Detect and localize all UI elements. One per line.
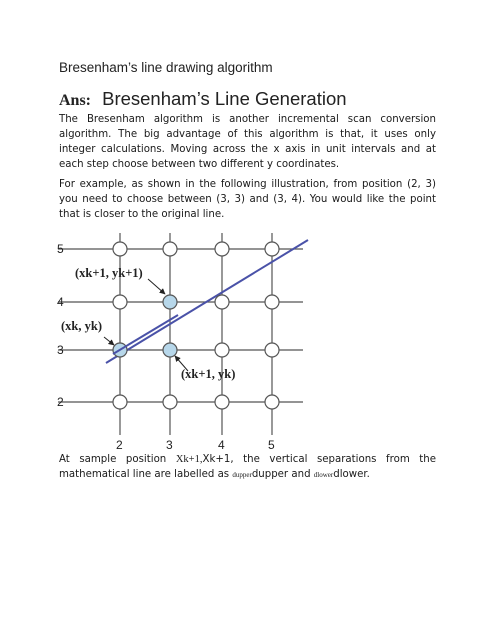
p3-text-c: Xk+1, the vertical separations from the mathematical line are labelled as: [59, 454, 437, 480]
document-title: Bresenham’s line drawing algorithm: [59, 60, 273, 75]
grid-point: [265, 295, 279, 309]
p3-d-upper-serif: dupper: [232, 471, 252, 479]
y-tick-3: 3: [57, 343, 64, 357]
y-tick-2: 2: [57, 395, 64, 409]
bresenham-grid-diagram: [58, 233, 318, 453]
grid-point: [163, 242, 177, 256]
label-current-point: (xk, yk): [61, 319, 102, 333]
p3-text-a: At sample position: [59, 454, 176, 465]
grid-point: [113, 395, 127, 409]
answer-heading: Bresenham’s Line Generation: [102, 88, 347, 109]
p3-text-g: dlower.: [333, 469, 370, 480]
arrow-current: [104, 337, 114, 345]
arrow-upper: [148, 279, 165, 294]
paragraph-separations: [59, 452, 436, 483]
label-upper-point: (xk+1, yk+1): [75, 266, 143, 280]
y-tick-4: 4: [57, 295, 64, 309]
grid-point: [215, 343, 229, 357]
grid-point: [265, 343, 279, 357]
x-tick-3: 3: [166, 438, 173, 452]
answer-label: Ans:: [59, 92, 92, 109]
grid-point: [265, 242, 279, 256]
grid-point: [215, 295, 229, 309]
x-tick-5: 5: [268, 438, 275, 452]
answer-heading-line: [59, 88, 347, 110]
grid-point: [265, 395, 279, 409]
grid-point-upper-candidate: [163, 295, 177, 309]
y-tick-5: 5: [57, 242, 64, 256]
paragraph-example: For example, as shown in the following illustration, from position (2, 3) you need to choose between (3, 3) and (3, 4). You would like the point that is closer to the original line.: [59, 179, 436, 220]
x-tick-2: 2: [116, 438, 123, 452]
grid-point: [163, 395, 177, 409]
grid-point: [215, 242, 229, 256]
p3-text-e: dupper and: [251, 469, 314, 480]
grid-point: [113, 242, 127, 256]
grid-point-lower-candidate: [163, 343, 177, 357]
x-tick-4: 4: [218, 438, 225, 452]
grid-point: [215, 395, 229, 409]
grid-point: [113, 295, 127, 309]
label-next-point: (xk+1, yk): [181, 367, 236, 381]
p3-sample-position: Xk+1,: [175, 454, 203, 465]
paragraph-intro: The Bresenham algorithm is another incremental scan conversion algorithm. The big advantage of this algorithm is that, it uses only integer calculations. Moving across the x axis in unit intervals and at each step choose between two different y coordinates.: [59, 114, 436, 170]
p3-d-lower-serif: dlower: [313, 471, 334, 479]
